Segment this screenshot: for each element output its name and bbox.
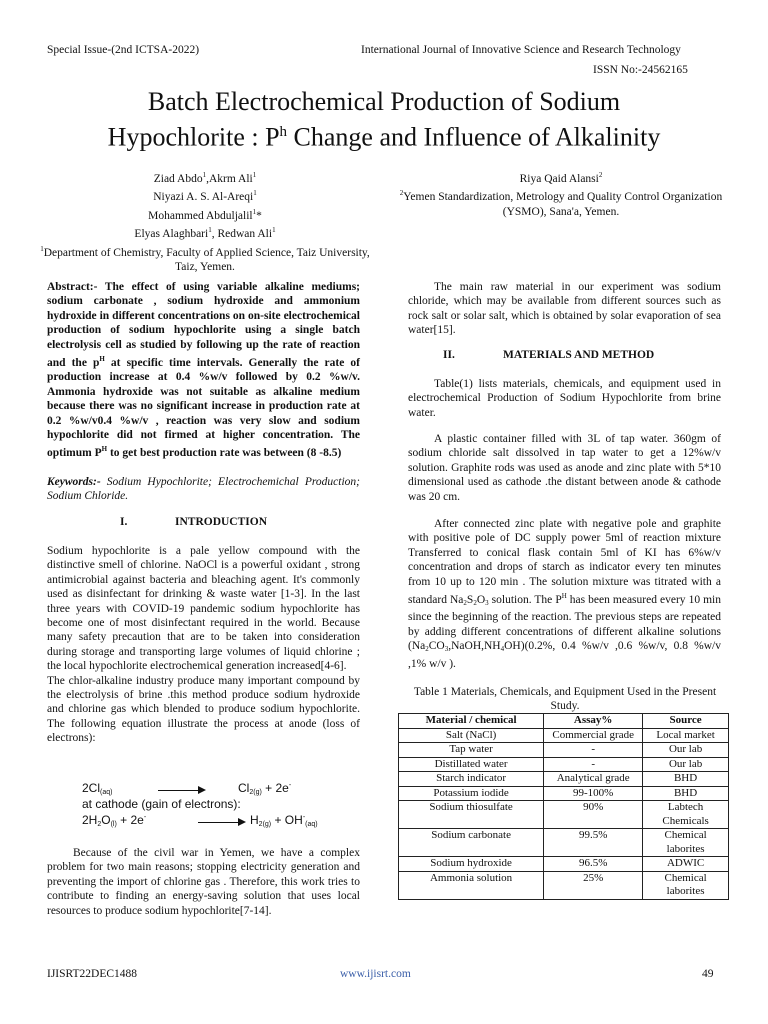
table-row: [399, 801, 729, 829]
table-cell: -: [544, 743, 643, 758]
table-cell: Starch indicator: [399, 772, 544, 787]
author-line: Niyazi A. S. Al-Areqi$^1$: [153, 189, 257, 204]
table-row: [399, 757, 729, 772]
table-cell: Sodium carbonate: [399, 829, 544, 857]
cathode-lhs: $2H_2O_{(l)} + 2e^-$: [82, 813, 147, 828]
anode-rhs: $Cl_{2(g)} + 2e^-$: [238, 781, 292, 796]
table-caption: Table 1 Materials, Chemicals, and Equipment Used in the Present Study.: [413, 686, 717, 712]
table-cell: Our lab: [643, 743, 729, 758]
section-number-1: I.: [120, 516, 128, 528]
table-cell: Sodium hydroxide: [399, 857, 544, 872]
table-row: [399, 857, 729, 872]
table-cell: Commercial grade: [544, 728, 643, 743]
table-cell: 99-100%: [544, 786, 643, 801]
section-heading-introduction: INTRODUCTION: [175, 516, 268, 528]
table-cell: Salt (NaCl): [399, 728, 544, 743]
materials-table: [398, 713, 729, 900]
table-cell: BHD: [643, 772, 729, 787]
table-cell: Our lab: [643, 757, 729, 772]
table-cell: ADWIC: [643, 857, 729, 872]
cathode-label: at cathode (gain of electrons):: [82, 797, 241, 811]
anode-lhs: $2Cl_{(aq)}$: [82, 781, 113, 796]
section-heading-materials: MATERIALS AND METHOD: [503, 349, 655, 361]
issn: ISSN No:-24562165: [593, 64, 688, 76]
table-row: [399, 829, 729, 857]
materials-paragraph-1: Table(1) lists materials, chemicals, and equipment used in electrochemical Production of Sodium Hypochlorite from brine water.: [408, 378, 721, 419]
table-cell: Local market: [643, 728, 729, 743]
keywords-label: Keywords:-: [47, 476, 101, 488]
intro-paragraph-2: The chlor-alkaline industry produce many important compound by the electrolysis of brine .this method produce sodium hydroxide and chlorine gas which blended to produce sodium hypochlorite. The following equation illustrate the process at anode (loss of electrons):: [47, 674, 360, 745]
cathode-rhs: $H_{2(g)} + OH^-_{(aq)}$: [250, 813, 318, 828]
column-header: Assay%: [544, 714, 643, 729]
table-cell: Labtech Chemicals: [643, 801, 729, 829]
title-line-1: Batch Electrochemical Production of Sodium: [147, 87, 621, 116]
reaction-arrow: [198, 822, 240, 823]
article-id: IJISRT22DEC1488: [47, 968, 138, 980]
table-cell: Analytical grade: [544, 772, 643, 787]
author-line: Riya Qaid Alansi$^2$: [519, 171, 603, 185]
table-row: [399, 743, 729, 758]
authors-right: [396, 168, 726, 219]
table-cell: 99.5%: [544, 829, 643, 857]
author-line: Ziad Abdo$^1$,Akrm Ali$^1$: [153, 171, 257, 185]
table-row: [399, 728, 729, 743]
page-number: 49: [702, 968, 714, 980]
table-row: [399, 786, 729, 801]
journal-name: International Journal of Innovative Science and Research Technology: [361, 44, 681, 56]
table-cell: Chemical laborites: [643, 829, 729, 857]
raw-material-paragraph: The main raw material in our experiment was sodium chloride, which may be available from different sources such as rock salt or solar salt, which is obtained by solar evaporation of sea water[15].: [408, 281, 721, 337]
affiliation: $^1$Department of Chemistry, Faculty of Applied Science, Taiz University, Taiz, Yemen.: [40, 244, 370, 274]
authors-left: [40, 168, 370, 274]
author-line: Elyas Alaghbari$^1$, Redwan Ali$^1$: [134, 226, 276, 241]
title-line-2: Hypochlorite : $P^h$ Change and Influence of Alkalinity: [107, 122, 661, 152]
abstract-label: Abstract: [47, 281, 90, 293]
table-cell: Sodium thiosulfate: [399, 801, 544, 829]
table-cell: Ammonia solution: [399, 871, 544, 899]
table-row: [399, 871, 729, 899]
table-cell: 25%: [544, 871, 643, 899]
table-cell: Tap water: [399, 743, 544, 758]
table-cell: -: [544, 757, 643, 772]
reaction-arrow-head: [238, 818, 246, 826]
table-cell: 90%: [544, 801, 643, 829]
journal-website-link[interactable]: www.ijisrt.com: [340, 968, 411, 980]
reaction-arrow-head: [198, 786, 206, 794]
paper-title: [40, 86, 728, 153]
table-cell: Chemical laborites: [643, 871, 729, 899]
table-header-row: [399, 714, 729, 729]
section-number-2: II.: [443, 349, 455, 361]
reaction-arrow: [158, 790, 200, 791]
table-cell: Distillated water: [399, 757, 544, 772]
table-cell: 96.5%: [544, 857, 643, 872]
materials-paragraph-2: A plastic container filled with 3L of tap water. 360gm of sodium chloride salt dissolved in tap water to get a 12%w/v solution. Graphite rods was used as anode and zinc plate with 5*10 dimensional used as cathode .the distant between anode & cathode was 20 cm.: [408, 433, 721, 503]
column-header: Material / chemical: [399, 714, 544, 729]
affiliation: $^2$Yemen Standardization, Metrology and Quality Control Organization (YSMO), Sana'a, Yemen.: [399, 189, 723, 218]
abstract: Abstract:- The effect of using variable alkaline mediums; sodium carbonate , sodium hydroxide and ammonium hydroxide in different concentrations on on-site electrochemical production of sodium hypochlorite using a single batch electrolysis cell as studied by following up the rate of reaction and the $p^H$ at specific time intervals. Generally the rate of production increase at 0.4 %w/v followed by 0.2 %w/v. Ammonia hydroxide was not suitable as alkaline medium because there was no significant increase in production rate at 0.2 %w/v0.4 %w/v , reaction was very slow and sodium hypochlorite did not firmed at higher concentration. The optimum $P^H$ to get best production rate was between (8 -8.5): [47, 281, 360, 460]
journal-issue: Special Issue-(2nd ICTSA-2022): [47, 44, 200, 56]
intro-paragraph-1: Sodium hypochlorite is a pale yellow compound with the distinctive smell of chlorine. NaOCl is a powerful oxidant , strong antimicrobial against bacteria and bleaching agent. It's commonly used as disinfectant for drinking & waste water [1-3]. In the last three years with COVID-19 pandemic sodium hypochlorite has become one of most disinfectant required in the world. Because many safety precaution that are to be taken into consideration during storage and transporting large volumes of liquid chlorine ; the local hypochlorite electrochemical generation increased[4-6]. The chlor-alkaline industry produce many important compound by the electrolysis of brine .this method produce sodium hydroxide and chlorine gas which blended to produce sodium hypochlorite. The following equation illustrate the process at anode (loss of electrons):: [47, 545, 360, 745]
author-line: Mohammed Abduljalil$^1$*: [148, 207, 262, 222]
table-cell: BHD: [643, 786, 729, 801]
table-cell: Potassium iodide: [399, 786, 544, 801]
table-row: [399, 772, 729, 787]
materials-paragraph-3: After connected zinc plate with negative pole and graphite with positive pole of DC supply power 5ml of reaction mixture Transferred to conical flask contain 5ml of KI has 6%w/v concentration and drops of starch as indicator every ten minutes from 10 up to 120 min . The solution mixture was titrated with a standard $Na_2S_2O_3$ solution. The $P^H$ has been measured every 10 min since the beginning of the reaction. The previous steps are repeated by adding different concentrations of different alkaline solutions $(Na_2CO_3,NaOH,NH_4OH)(0.2\%$, 0.4 %w/v ,0.6 %w/v, 0.8 %w/v ,1% w/v ).: [408, 518, 721, 670]
column-header: Source: [643, 714, 729, 729]
keywords: Keywords:- Sodium Hypochlorite; Electrochemichal Production; Sodium Chloride.: [47, 476, 360, 503]
intro-paragraph-3: Because of the civil war in Yemen, we have a complex problem for two main reasons; stopping electricity generation and preventing the import of chlorine gas . Therefore, this work tries to contribute to finding an energy-saving solution that uses local resources to produce sodium hypochlorite[7-14].: [47, 847, 360, 917]
